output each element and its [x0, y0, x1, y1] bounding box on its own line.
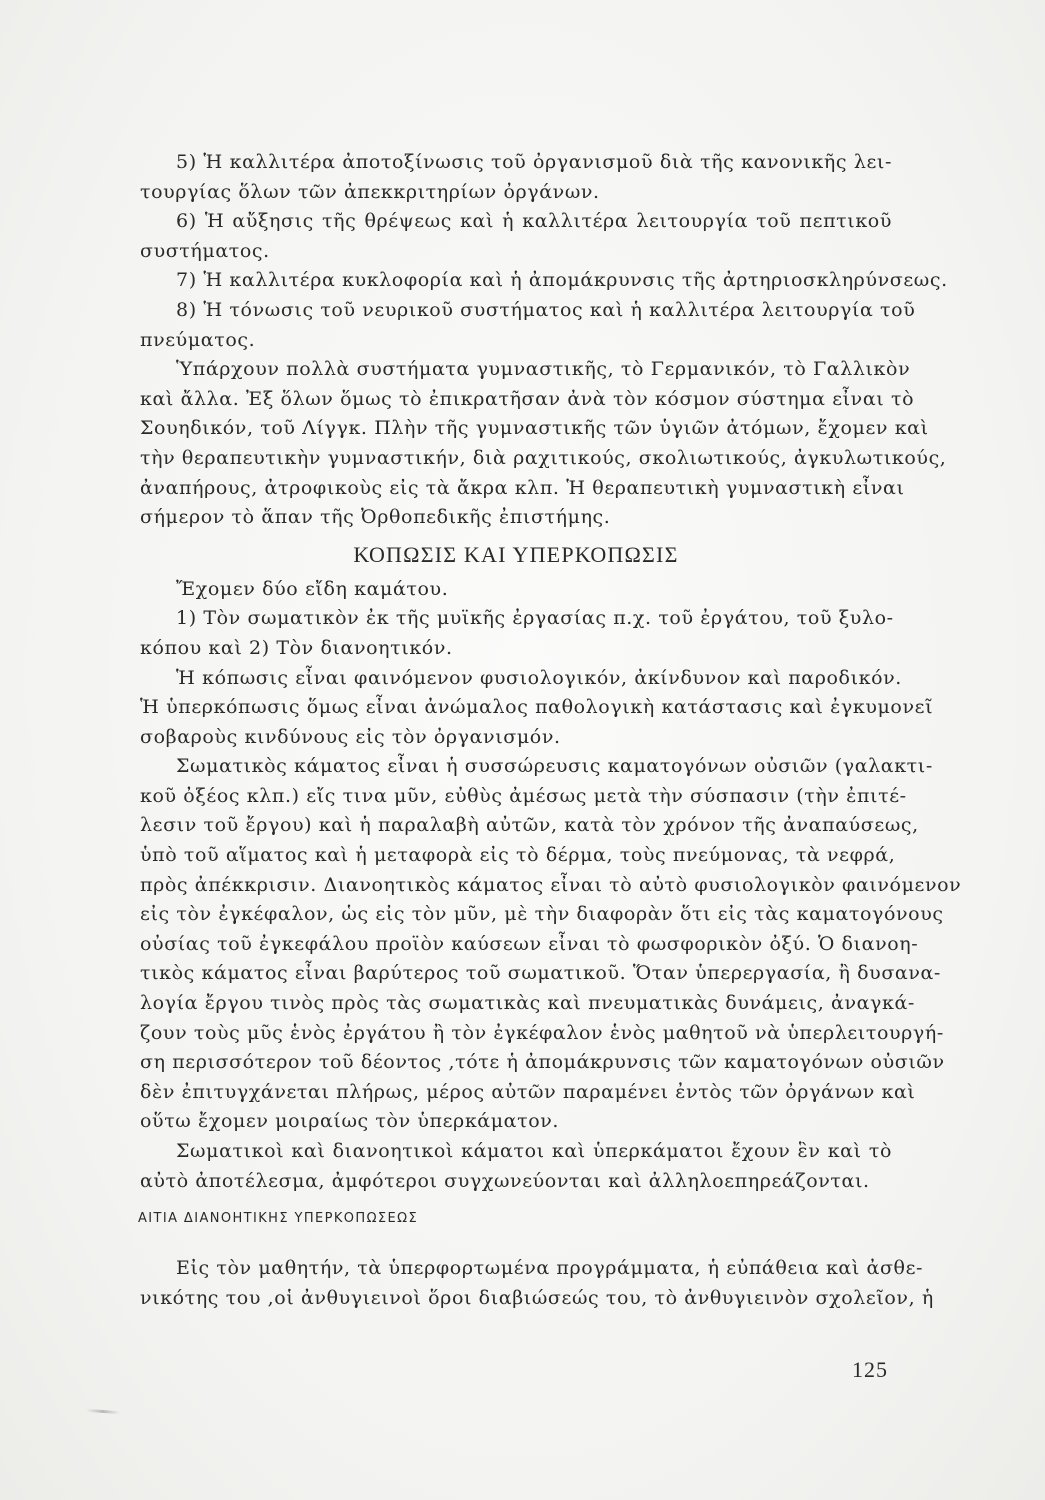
text-line: καὶ ἄλλα. Ἐξ ὅλων ὅμως τὸ ἐπικρατῆσαν ἀνὰ τὸν κόσμον σύστημα εἶναι τὸ	[140, 387, 915, 410]
text-line: νικότης του ,οἱ ἀνθυγιεινοὶ ὅροι διαβιώσεώς του, τὸ ἀνθυγιεινὸν σχολεῖον, ἡ	[140, 1286, 934, 1309]
page-number: 125	[852, 1357, 888, 1382]
text-line: Σωματικὸς κάματος εἶναι ἡ συσσώρευσις καματογόνων οὐσιῶν (γαλακτι-	[176, 755, 933, 778]
text-line: 6) Ἡ αὔξησις τῆς θρέψεως καὶ ἡ καλλιτέρα λειτουργία τοῦ πεπτικοῦ	[176, 210, 892, 233]
text-line: αὐτὸ ἀποτέλεσμα, ἀμφότεροι συγχωνεύονται καὶ ἀλληλοεπηρεάζονται.	[140, 1169, 870, 1192]
text-line: ἀναπήρους, ἀτροφικοὺς εἰς τὰ ἄκρα κλπ. Ἡ θεραπευτικὴ γυμναστικὴ εἶναι	[140, 476, 905, 499]
text-line: λεσιν τοῦ ἔργου) καὶ ἡ παραλαβὴ αὐτῶν, κατὰ τὸν χρόνον τῆς ἀναπαύσεως,	[140, 814, 919, 837]
text-line: 7) Ἡ καλλιτέρα κυκλοφορία καὶ ἡ ἀπομάκρυνσις τῆς ἀρτηριοσκληρύνσεως.	[176, 269, 948, 292]
text-line: 8) Ἡ τόνωσις τοῦ νευρικοῦ συστήματος καὶ ἡ καλλιτέρα λειτουργία τοῦ	[176, 298, 916, 321]
text-line: σοβαροὺς κινδύνους εἰς τὸν ὀργανισμόν.	[140, 725, 561, 748]
text-line: ση περισσότερον τοῦ δέοντος ,τότε ἡ ἀπομάκρυνσις τῶν καματογόνων οὐσιῶν	[140, 1051, 945, 1074]
subsection-heading: ΑΙΤΙΑ ΔΙΑΝΟΗΤΙΚΗΣ ΥΠΕΡΚΟΠΩΣΕΩΣ	[138, 1211, 419, 1227]
text-line: τὴν θεραπευτικὴν γυμναστικήν, διὰ ραχιτικούς, σκολιωτικούς, ἀγκυλωτικούς,	[140, 446, 947, 469]
text-line: ὑπὸ τοῦ αἵματος καὶ ἡ μεταφορὰ εἰς τὸ δέρμα, τοὺς πνεύμονας, τὰ νεφρά,	[140, 844, 896, 867]
text-line: Ὑπάρχουν πολλὰ συστήματα γυμναστικῆς, τὸ Γερμανικόν, τὸ Γαλλικὸν	[176, 358, 911, 381]
text-line: Σουηδικόν, τοῦ Λίγγκ. Πλὴν τῆς γυμναστικῆς τῶν ὑγιῶν ἀτόμων, ἔχομεν καὶ	[140, 417, 929, 440]
text-line: δὲν ἐπιτυγχάνεται πλήρως, μέρος αὐτῶν παραμένει ἐντὸς τῶν ὀργάνων καὶ	[140, 1080, 916, 1103]
scan-smudge	[86, 1409, 120, 1414]
spacer	[140, 1238, 892, 1254]
text-line: συστήματος.	[140, 239, 270, 262]
text-line: Ἔχομεν δύο εἴδη καμάτου.	[176, 577, 449, 600]
text-line: οὕτω ἔχομεν μοιραίως τὸν ὑπερκάματον.	[140, 1110, 560, 1133]
text-line: κοῦ ὀξέος κλπ.) εἴς τινα μῦν, εὐθὺς ἀμέσως μετὰ τὴν σύσπασιν (τὴν ἐπιτέ-	[140, 784, 907, 807]
text-line: λογία ἔργου τινὸς πρὸς τὰς σωματικὰς καὶ πνευματικὰς δυνάμεις, ἀναγκά-	[140, 992, 915, 1015]
text-line: Ἡ ὑπερκόπωσις ὅμως εἶναι ἀνώμαλος παθολογικὴ κατάστασις καὶ ἐγκυμονεῖ	[140, 696, 934, 719]
text-line: τουργίας ὅλων τῶν ἀπεκκριτηρίων ὀργάνων.	[140, 180, 600, 203]
text-line: πρὸς ἀπέκκρισιν. Διανοητικὸς κάματος εἶναι τὸ αὐτὸ φυσιολογικὸν φαινόμενον	[140, 873, 962, 896]
text-line: Ἡ κόπωσις εἶναι φαινόμενον φυσιολογικόν, ἀκίνδυνον καὶ παροδικόν.	[176, 666, 902, 689]
text-line: κόπου καὶ 2) Τὸν διανοητικόν.	[140, 636, 453, 659]
text-line: Εἰς τὸν μαθητήν, τὰ ὑπερφορτωμένα προγράμματα, ἡ εὐπάθεια καὶ ἀσθε-	[176, 1257, 924, 1280]
text-line: Σωματικοὶ καὶ διανοητικοὶ κάματοι καὶ ὑπερκάματοι ἔχουν ἓν καὶ τὸ	[176, 1140, 892, 1162]
text-line: 1) Τὸν σωματικὸν ἐκ τῆς μυϊκῆς ἐργασίας π.χ. τοῦ ἐργάτου, τοῦ ξυλο-	[176, 607, 894, 630]
text-line: 5) Ἡ καλλιτέρα ἀποτοξίνωσις τοῦ ὀργανισμοῦ διὰ τῆς κανονικῆς λει-	[176, 151, 892, 173]
text-line: οὐσίας τοῦ ἐγκεφάλου προϊὸν καύσεων εἶναι τὸ φωσφορικὸν ὀξύ. Ὁ διανοη-	[140, 932, 919, 955]
section-heading: ΚΟΠΩΣΙΣ ΚΑΙ ΥΠΕΡΚΟΠΩΣΙΣ	[353, 541, 679, 567]
text-line: πνεύματος.	[140, 328, 256, 351]
text-line: σήμερον τὸ ἅπαν τῆς Ὀρθοπεδικῆς ἐπιστήμης.	[140, 506, 611, 529]
text-line: ζουν τοὺς μῦς ἑνὸς ἐργάτου ἢ τὸν ἐγκέφαλον ἑνὸς μαθητοῦ νὰ ὑπερλειτουργή-	[140, 1021, 944, 1044]
text-line: εἰς τὸν ἐγκέφαλον, ὡς εἰς τὸν μῦν, μὲ τὴν διαφορὰν ὅτι εἰς τὰς καματογόνους	[140, 903, 944, 926]
text-line: τικὸς κάματος εἶναι βαρύτερος τοῦ σωματικοῦ. Ὅταν ὑπερεργασία, ἢ δυσανα-	[140, 962, 941, 985]
page-body	[138, 148, 962, 1313]
